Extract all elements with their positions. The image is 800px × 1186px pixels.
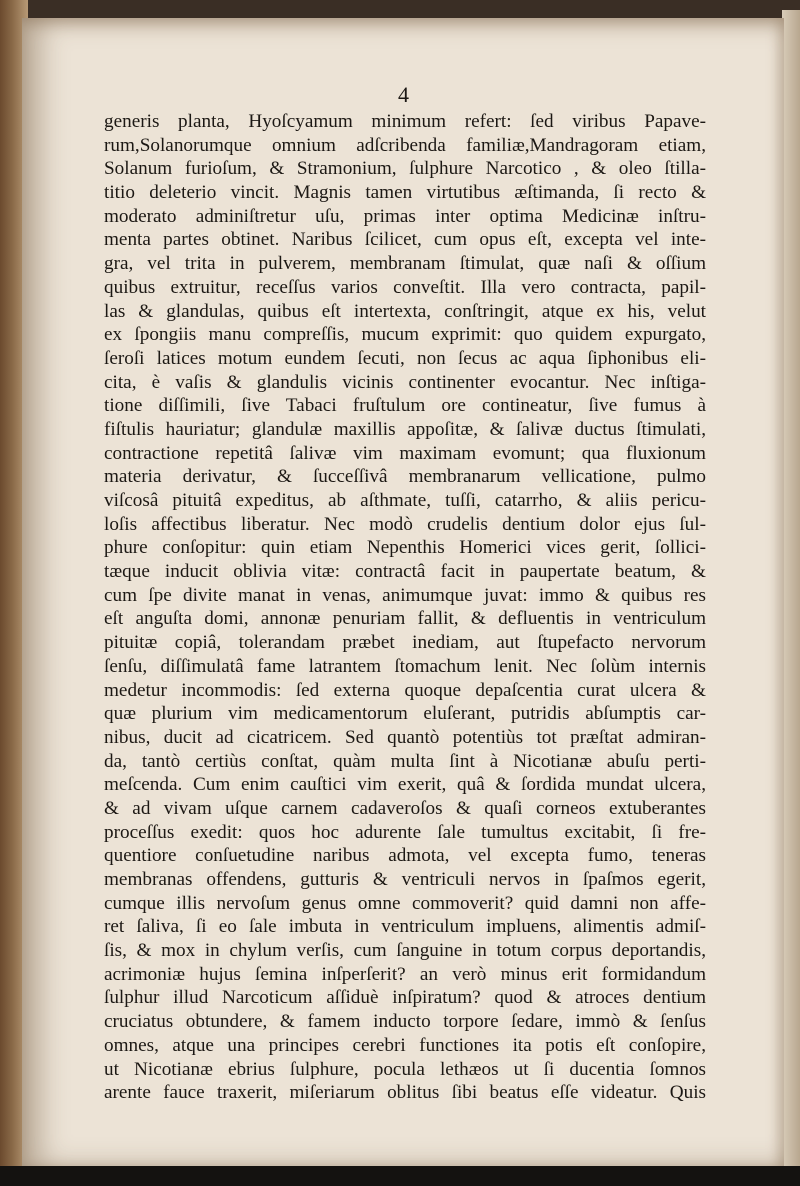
text-line: cita, è vaſis & glandulis vicinis continenter evocantur. Nec inſtiga-: [104, 371, 706, 393]
text-line: fiſtulis hauriatur; glandulæ maxillis appoſitæ, & ſalivæ ductus ſtimulati,: [104, 418, 706, 440]
text-line: gra, vel trita in pulverem, membranam ſtimulat, quæ naſi & oſſium: [104, 253, 706, 275]
text-line: cumque illis nervoſum genus omne commoverit? quid damni non affe-: [104, 892, 706, 914]
text-line: ſulphur illud Narcoticum aſſiduè inſpiratum? quod & atroces dentium: [104, 987, 706, 1009]
text-line: meſcenda. Cum enim cauſtici vim exerit, quâ & ſordida mundat ulcera,: [104, 774, 706, 796]
text-line: quibus extruitur, receſſus varios conveſtit. Illa vero contracta, papil-: [104, 276, 706, 298]
page-stack-edge: [782, 10, 800, 1176]
text-line: menta partes obtinet. Naribus ſcilicet, cum opus eſt, excepta vel inte-: [104, 229, 706, 251]
text-line: acrimoniæ hujus ſemina inſperſerit? an verò minus erit formidandum: [104, 963, 706, 985]
text-line: phure conſopitur: quin etiam Nepenthis Homerici vices gerit, ſollici-: [104, 537, 706, 559]
text-line: contractione repetitâ ſalivæ vim maximam evomunt; qua fluxionum: [104, 442, 706, 464]
text-line: viſcosâ pituitâ expeditus, ab aſthmate, tuſſi, catarrho, & aliis pericu-: [104, 490, 706, 511]
text-line: generis planta, Hyoſcyamum minimum refert: ſed viribus Papave-: [104, 111, 706, 132]
text-line: tæque inducit oblivia vitæ: contractâ facit in paupertate beatum, &: [104, 561, 706, 583]
text-line: nibus, ducit ad cicatricem. Sed quantò potentiùs tot præſtat admiran-: [104, 726, 706, 748]
text-line: da, tantò certiùs conſtat, quàm multa ſint à Nicotianæ abuſu perti-: [104, 750, 706, 772]
text-line: ſis, & mox in chylum verſis, cum ſanguine in totum corpus deportandis,: [104, 940, 706, 962]
text-line: titio deleterio vincit. Magnis tamen virtutibus æſtimanda, ſi recto &: [104, 182, 706, 204]
page-number: 4: [398, 82, 409, 107]
text-line: materia derivatur, & ſucceſſivâ membranarum vellicatione, pulmo: [104, 466, 706, 488]
text-line: ſeroſi latices motum eundem ſecuti, non ſecus ac aqua ſiphonibus eli-: [104, 347, 706, 369]
text-line: Solanum furioſum, & Stramonium, ſulphure Narcotico , & oleo ſtilla-: [104, 158, 706, 180]
text-line: tione diſſimili, ſive Tabaci fruſtulum ore contineatur, ſive fumus à: [104, 395, 706, 417]
text-line: loſis affectibus liberatur. Nec modò crudelis dentium dolor ejus ſul-: [104, 513, 706, 535]
text-line: medetur incommodis: ſed externa quoque depaſcentia curat ulcera &: [104, 679, 706, 701]
text-line: & ad vivam uſque carnem cadaveroſos & quaſi corneos extuberantes: [104, 797, 706, 819]
text-line: membranas offendens, gutturis & ventriculi nervos in ſpaſmos egerit,: [104, 869, 706, 890]
text-line: ſenſu, diſſimulatâ fame latrantem ſtomachum lenit. Nec ſolùm internis: [104, 655, 706, 677]
text-line: moderato adminiſtretur uſu, primas inter optima Medicinæ inſtru-: [104, 205, 706, 227]
text-line: omnes, atque una principes cerebri functiones ita potis eſt conſopire,: [104, 1034, 706, 1056]
text-line: cruciatus obtundere, & famem inducto torpore ſedare, immò & ſenſus: [104, 1011, 706, 1033]
text-line: las & glandulas, quibus eſt intertexta, conſtringit, atque ex his, velut: [104, 300, 706, 322]
text-line: pituitæ copiâ, tolerandam præbet inediam, aut ſtupefacto nervorum: [104, 632, 706, 654]
text-line: arente fauce traxerit, miſeriarum oblitus ſibi beatus eſſe videatur. Quis: [104, 1082, 706, 1104]
text-line: cum ſpe divite manat in venas, animumque juvat: immo & quibus res: [104, 584, 706, 606]
bottom-shadow: [0, 1166, 800, 1186]
text-line: quæ plurium vim medicamentorum eluſerant, putridis abſumptis car-: [104, 703, 706, 725]
text-line: proceſſus exedit: quos hoc adurente ſale tumultus excitabit, ſi fre-: [104, 821, 706, 843]
text-line: ex ſpongiis manu compreſſis, mucum exprimit: quo quidem expurgato,: [104, 324, 706, 346]
text-line: ret ſaliva, ſi eo ſale imbuta in ventriculum impluens, alimentis admiſ-: [104, 916, 706, 938]
text-line: eſt anguſta domi, annonæ penuriam fallit, & defluentis in ventriculum: [104, 608, 706, 630]
text-line: quentiore conſuetudine naribus admota, vel excepta fumo, teneras: [104, 845, 706, 867]
text-line: ut Nicotianæ ebrius ſulphure, pocula lethæos ut ſi ducentia ſomnos: [104, 1058, 706, 1080]
body-text: [104, 110, 706, 1105]
text-line: rum,Solanorumque omnium adſcribenda familiæ,Mandragoram etiam,: [104, 134, 706, 156]
